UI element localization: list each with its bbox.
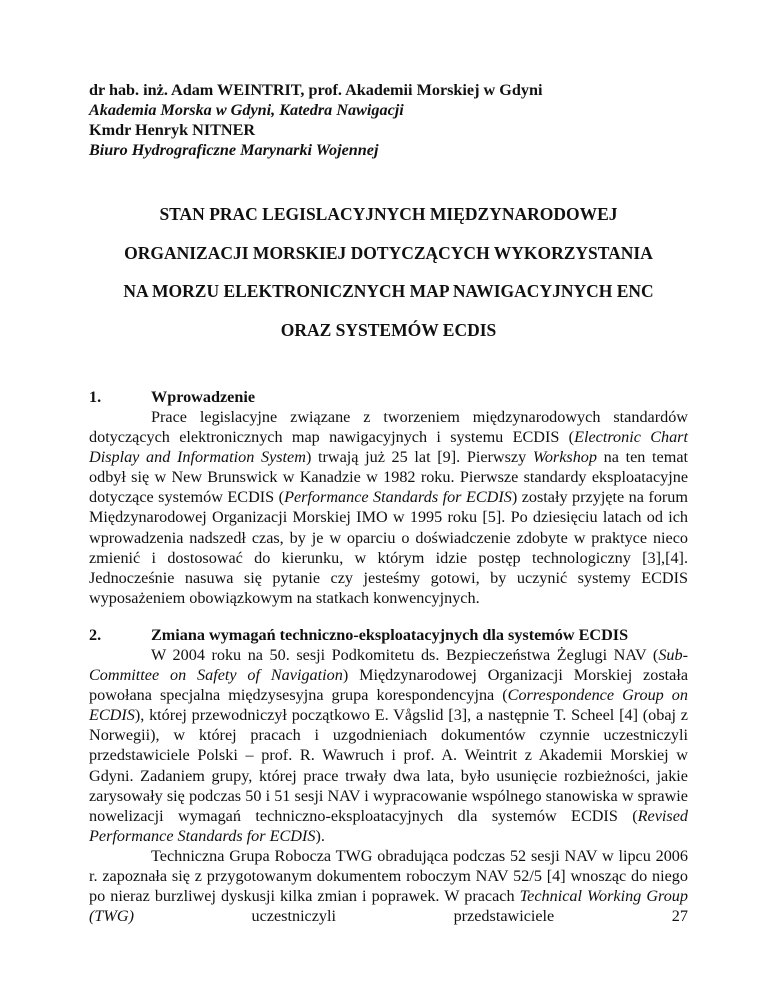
text-run: ) trwają już 25 lat [9]. Pierwszy — [305, 448, 533, 467]
section-title: Zmiana wymagań techniczno-eksploatacyjnych dla systemów ECDIS — [151, 625, 629, 644]
text-run: ) Międzynarodowej Organizacji Morskiej została powołana specjalna międzysesyjna grupa korespondencyjna ( — [89, 666, 689, 705]
text-run: Prace legislacyjne związane z tworzeniem międzynarodowych standardów dotyczących elektronicznych map nawigacyjnych i systemu ECDIS ( — [89, 408, 688, 447]
section-number: 1. — [89, 388, 102, 406]
author-affiliation: Biuro Hydrograficzne Marynarki Wojennej — [89, 141, 379, 159]
title-line: ORAZ SYSTEMÓW ECDIS — [280, 319, 497, 340]
document-page — [89, 80, 688, 926]
emphasis-run: Performance Standards for ECDIS — [284, 488, 512, 507]
emphasis-run: Workshop — [532, 448, 597, 467]
title-line: STAN PRAC LEGISLACYJNYCH MIĘDZYNARODOWEJ — [159, 204, 618, 224]
title-line: ORGANIZACJI MORSKIEJ DOTYCZĄCYCH WYKORZYSTANIA — [124, 242, 653, 263]
text-run: ), której przewodniczył początkowo E. Vågslid [3], a następnie T. Scheel [4] (obaj z Norwegii), w której pracach i uzgodnieniach dokumentów czynnie uczestniczyli przedstawiciele Polski – prof. R. Wawruch i prof. A. Weintrit z Akademii Morskiej w Gdyni. Zadaniem grupy, której prace trwały dwa lata, było usunięcie rozbieżności, jakie zarysowały się podczas 50 i 51 sesji NAV i wypracowanie wspólnego stanowiska w sprawie nowelizacji wymagań techniczno-eksploatacyjnych dla systemów ECDIS ( — [89, 706, 688, 825]
paragraph — [89, 645, 688, 846]
paragraph — [89, 407, 688, 608]
section-heading — [89, 625, 688, 645]
text-run: ) zostały przyjęte na forum Międzynarodowej Organizacji Morskiej IMO w 1995 roku [5]. Po dziesięciu latach od ich wprowadzenia nadszedł czas, by je w oparciu o doświadczenie zdobyte w praktyce nieco zmienić i dostosować do kierunku, w którym idzie postęp technologiczny [3],[4]. Jednocześnie nasuwa się pytanie czy jesteśmy gotowi, by uczynić systemy ECDIS wyposażeniem obowiązkowym na statkach konwencyjnych. — [89, 488, 688, 607]
emphasis-run: Sub-Committee on Safety of Navigation — [89, 645, 688, 685]
author-block — [89, 80, 688, 160]
emphasis-run: Electronic Chart Display and Information System — [89, 428, 688, 467]
paragraph — [89, 846, 688, 926]
emphasis-run: Technical Working Group (TWG) — [89, 887, 688, 926]
section-title: Wprowadzenie — [151, 388, 256, 406]
author-name: dr hab. inż. Adam WEINTRIT, prof. Akademii Morskiej w Gdyni — [89, 81, 543, 99]
text-run: Techniczna Grupa Robocza TWG obradująca podczas 52 sesji NAV w lipcu 2006 r. zapoznała się z przygotowanym dokumentem roboczym NAV 52/5 [4] wnosząc do niego po nieraz burzliwej dyskusji kilka zmian i poprawek. W pracach — [89, 846, 688, 906]
emphasis-run: Correspondence Group on ECDIS — [89, 686, 688, 725]
section-number: 2. — [89, 625, 102, 644]
section-heading — [89, 387, 688, 407]
text-run: ). — [315, 826, 325, 845]
title-line: NA MORZU ELEKTRONICZNYCH MAP NAWIGACYJNYCH ENC — [123, 281, 654, 301]
paper-title — [89, 195, 688, 349]
author-affiliation: Akademia Morska w Gdyni, Katedra Nawigacji — [89, 101, 404, 119]
text-run: uczestniczyli przedstawiciele 27 — [133, 907, 688, 926]
author-name: Kmdr Henryk NITNER — [89, 121, 256, 139]
text-run: na ten temat odbył się w New Brunswick w Kanadzie w 1982 roku. Pierwsze standardy eksploatacyjne dotyczące systemów ECDIS ( — [89, 448, 689, 507]
emphasis-run: Revised Performance Standards for ECDIS — [89, 806, 688, 845]
text-run: W 2004 roku na 50. sesji Podkomitetu ds. Bezpieczeństwa Żeglugi NAV ( — [151, 645, 659, 664]
